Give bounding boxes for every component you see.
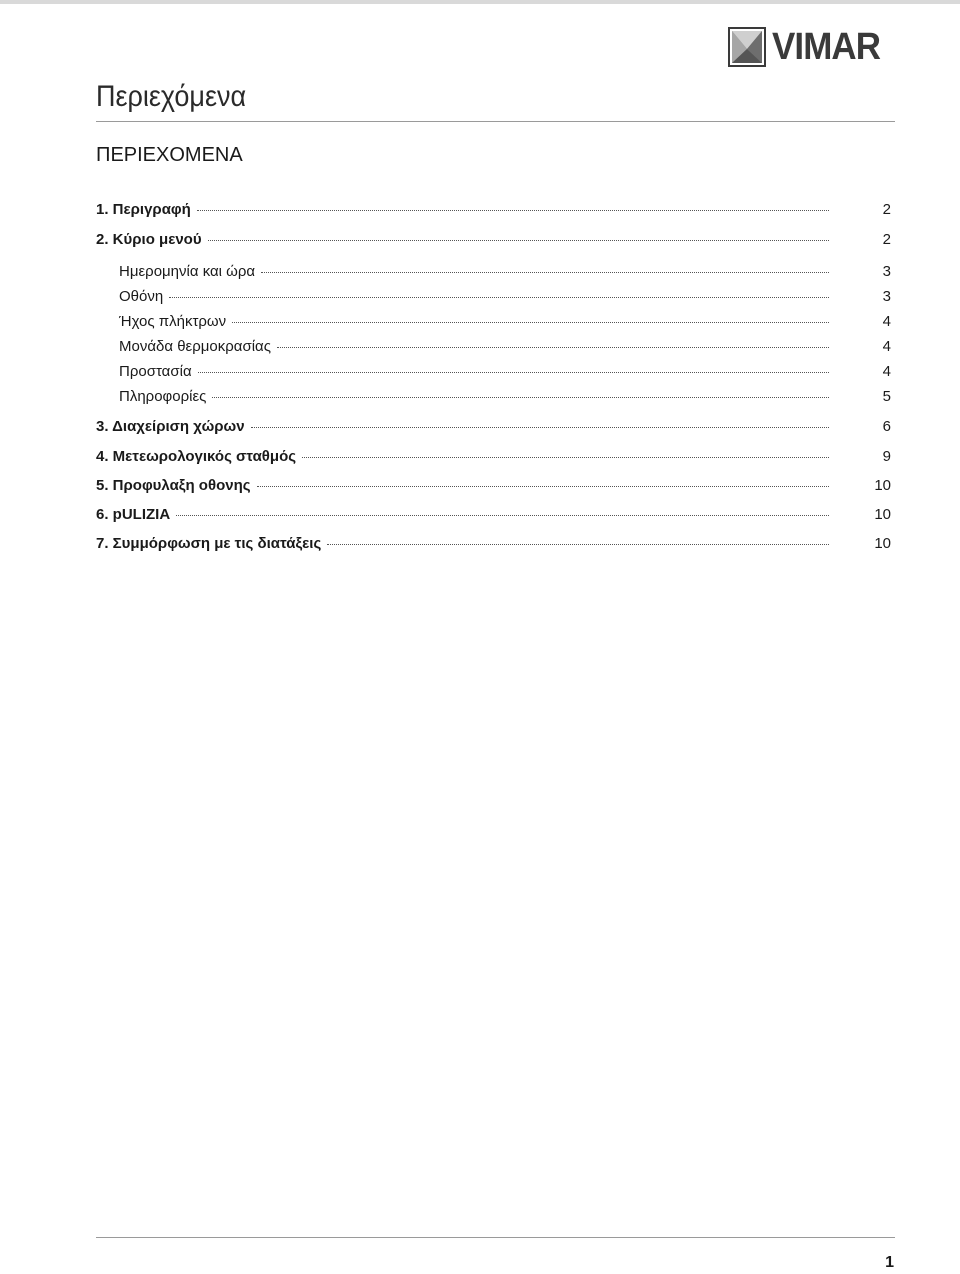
toc-entry[interactable]	[96, 388, 891, 410]
toc-entry-label: 2. Κύριο μενού	[96, 231, 202, 248]
toc-dot-leader	[197, 210, 829, 211]
toc-entry-label: 3. Διαχείριση χώρων	[96, 418, 245, 435]
toc-entry-page: 10	[874, 535, 891, 552]
toc-entry-page: 3	[882, 288, 891, 305]
toc-dot-leader	[198, 372, 829, 373]
toc-heading: ΠΕΡΙΕΧΟΜΕΝΑ	[96, 144, 243, 166]
toc-entry-page: 3	[882, 263, 891, 280]
toc-dot-leader	[212, 397, 829, 398]
toc-entry-label: Μονάδα θερμοκρασίας	[119, 338, 271, 355]
toc-dot-leader	[277, 347, 829, 348]
toc-dot-leader	[176, 515, 829, 516]
toc-entry-label: 4. Μετεωρολογικός σταθμός	[96, 448, 297, 465]
toc-entry-page: 6	[882, 418, 891, 435]
toc-entry-page: 10	[874, 506, 891, 523]
toc-entry-label: 6. pULIZIA	[96, 506, 171, 523]
vimar-logo-text: VIMAR	[772, 26, 881, 68]
toc-entry[interactable]	[96, 363, 891, 385]
toc-dot-leader	[257, 486, 829, 487]
toc-dot-leader	[232, 322, 829, 323]
toc-dot-leader	[208, 240, 829, 241]
toc-entry[interactable]	[96, 477, 891, 499]
toc-dot-leader	[261, 272, 829, 273]
toc-dot-leader	[169, 297, 829, 298]
page-number: 1	[885, 1254, 894, 1271]
toc-entry[interactable]	[96, 263, 891, 285]
toc-entry[interactable]	[96, 506, 891, 528]
toc-entry-label: 1. Περιγραφή	[96, 201, 191, 218]
title-divider	[96, 121, 895, 122]
toc-entry[interactable]	[96, 418, 891, 440]
footer-divider	[96, 1237, 895, 1238]
page-title: Περιεχόμενα	[96, 80, 247, 113]
toc-entry-page: 4	[882, 363, 891, 380]
toc-entry[interactable]	[96, 288, 891, 310]
toc-entry-label: 7. Συμμόρφωση με τις διατάξεις	[96, 535, 322, 552]
top-bar	[0, 0, 960, 4]
toc-entry[interactable]	[96, 535, 891, 557]
toc-entry[interactable]	[96, 338, 891, 360]
toc-entry-page: 5	[882, 388, 891, 405]
toc-entry[interactable]	[96, 231, 891, 253]
toc-entry-label: Ημερομηνία και ώρα	[119, 263, 256, 280]
toc-entry[interactable]	[96, 313, 891, 335]
toc-dot-leader	[302, 457, 829, 458]
toc-entry-page: 2	[882, 231, 891, 248]
toc-entry-page: 4	[882, 338, 891, 355]
toc-entry-label: Ήχος πλήκτρων	[119, 313, 227, 330]
vimar-logo-mark-icon	[728, 27, 766, 67]
toc-entry[interactable]	[96, 201, 891, 223]
toc-dot-leader	[327, 544, 829, 545]
toc-entry-label: Προστασία	[119, 363, 192, 380]
vimar-logo	[728, 26, 889, 68]
toc-entry-page: 4	[882, 313, 891, 330]
toc-entry[interactable]	[96, 448, 891, 470]
toc-entry-label: Οθόνη	[119, 288, 164, 305]
toc-entry-page: 10	[874, 477, 891, 494]
toc-entry-label: Πληροφορίες	[119, 388, 207, 405]
toc-dot-leader	[251, 427, 829, 428]
toc-entry-page: 2	[882, 201, 891, 218]
toc-entry-label: 5. Προφυλαξη οθονης	[96, 477, 251, 494]
toc-entry-page: 9	[882, 448, 891, 465]
